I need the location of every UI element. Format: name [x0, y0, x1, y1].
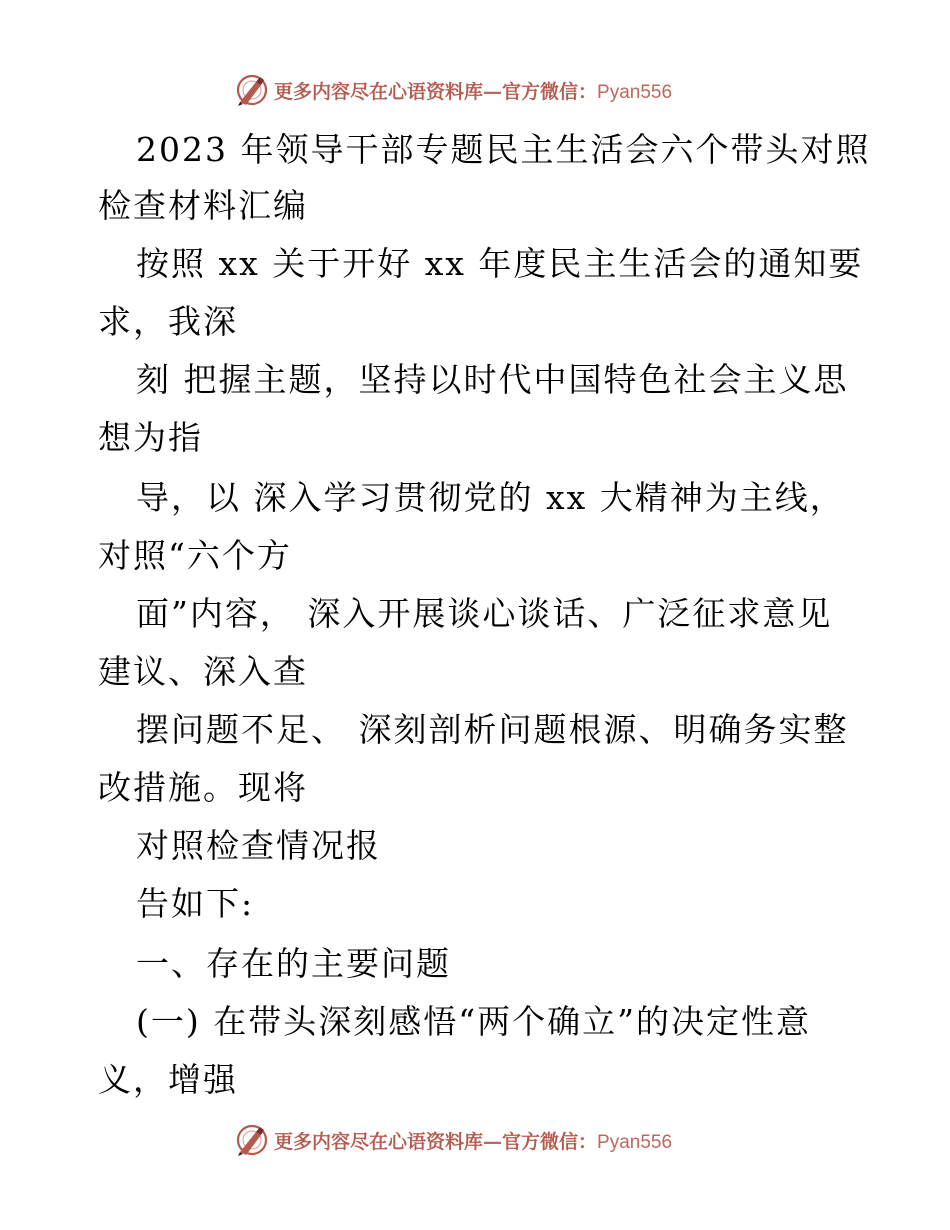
text-line-3: 按照 xx 关于开好 xx 年度民主生活会的通知要 — [136, 244, 864, 283]
pen-logo-icon — [234, 72, 270, 108]
section-heading: 一、存在的主要问题 — [136, 944, 451, 983]
watermark-text — [274, 1127, 672, 1154]
watermark-site-name: 更多内容尽在心语资料库 — [274, 1130, 484, 1153]
text-line-11: 摆问题不足、 深刻剖析问题根源、明确务实整 — [136, 710, 849, 749]
watermark-wechat-label: 官方微信： — [502, 80, 598, 103]
watermark-text — [274, 77, 672, 104]
text-line-7: 导，以 深入学习贯彻党的 xx 大精神为主线， — [136, 478, 845, 517]
text-line-16: (一) 在带头深刻感悟“两个确立”的决定性意 — [136, 1002, 811, 1041]
text-line-4: 求，我深 — [98, 302, 238, 341]
text-line-12: 改措施。现将 — [98, 768, 308, 807]
text-line-17: 义，增强 — [98, 1060, 238, 1099]
watermark-wechat-id: Pyan556 — [597, 1131, 673, 1153]
watermark-wechat-label: 官方微信： — [502, 1130, 598, 1153]
watermark-dash: — — [483, 80, 503, 103]
watermark-site-name: 更多内容尽在心语资料库 — [274, 80, 484, 103]
text-line-6: 想为指 — [98, 418, 203, 457]
text-line-5: 刻 把握主题，坚持以时代中国特色社会主义思 — [136, 360, 849, 399]
watermark-wechat-id: Pyan556 — [597, 81, 673, 103]
text-line-9: 面”内容， 深入开展谈心谈话、广泛征求意见 — [136, 594, 833, 633]
text-line-14: 告如下: — [136, 884, 255, 923]
watermark-dash: — — [483, 1130, 503, 1153]
text-line-1: 2023 年领导干部专题民主生活会六个带头对照 — [136, 130, 871, 169]
text-line-8: 对照“六个方 — [98, 536, 292, 575]
text-line-10: 建议、深入查 — [98, 652, 308, 691]
watermark-footer — [234, 1120, 672, 1160]
text-line-2: 检查材料汇编 — [98, 186, 308, 225]
watermark-header — [234, 70, 672, 110]
text-line-13: 对照检查情况报 — [136, 826, 381, 865]
pen-logo-icon — [234, 1122, 270, 1158]
